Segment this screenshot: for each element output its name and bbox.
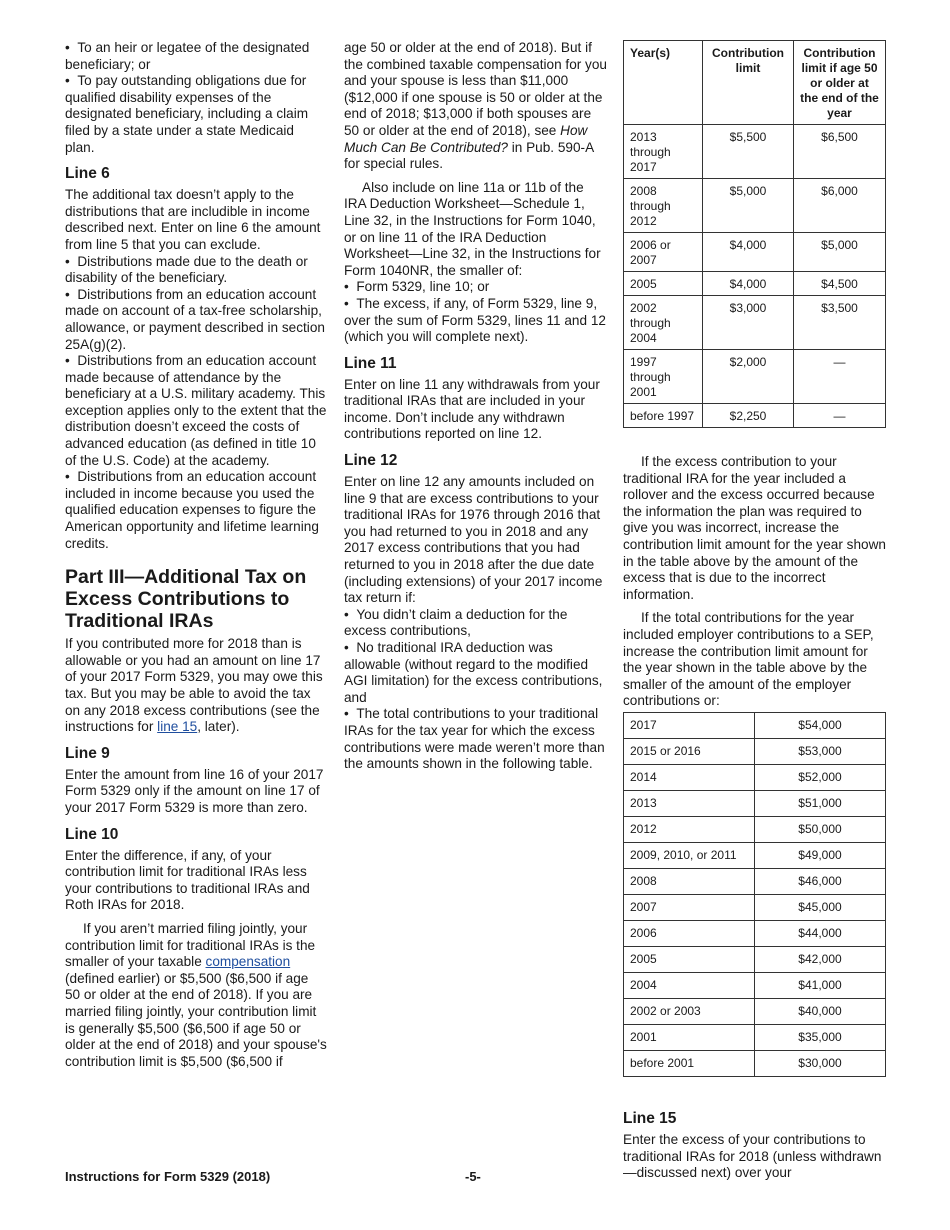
- table-header-limit-50: Contribution limit if age 50 or older at the end of the year: [794, 41, 886, 125]
- table-row: [624, 404, 886, 428]
- sep-limit-table: [623, 712, 886, 1077]
- limit-50-cell: $6,000: [794, 179, 886, 233]
- line10-text: Enter the difference, if any, of your contribution limit for traditional IRAs less your contributions to traditional IRAs and Roth IRAs for 2018.: [65, 847, 310, 913]
- year-cell: 2008 through 2012: [624, 179, 703, 233]
- part3-heading: Part III—Additional Tax on Excess Contributions to Traditional IRAs: [65, 566, 307, 633]
- line9-heading: Line 9: [65, 744, 110, 762]
- table-row: [624, 920, 886, 946]
- year-cell: 2001: [624, 1024, 755, 1050]
- sep-text: If the total contributions for the year included employer contributions to a SEP, increase the contribution limit amount for the year shown in the table above by the smaller of the amount of the employer contributions or:: [623, 610, 874, 709]
- bullet-line10: • Form 5329, line 10; or: [344, 279, 608, 296]
- year-cell: 2009, 2010, or 2011: [624, 842, 755, 868]
- amount-cell: $35,000: [755, 1024, 886, 1050]
- table-row: [624, 125, 886, 179]
- line15-link[interactable]: line 15: [157, 719, 198, 735]
- year-cell: 1997 through 2001: [624, 350, 703, 404]
- table-row: [624, 894, 886, 920]
- line15-heading: Line 15: [623, 1109, 677, 1127]
- table-row: [624, 790, 886, 816]
- line10-paragraph-2: If you aren’t married filing jointly, your contribution limit for traditional IRAs is the smaller of your taxable compensation (defined earlier) or $5,500 ($6,500 if age 50 or older at the end of 2018). If you are married filing jointly, your contribution limit is generally $5,500 ($6,500 if age 50 or older at the end of 2018) and your spouse's contribution limit is $5,500 ($6,500 if: [65, 920, 327, 1069]
- line12-text: Enter on line 12 any amounts included on line 9 that are excess contributions to your traditional IRAs for 1976 through 2016 that you had returned to you in 2018 and any 2017 excess contributions that you had returned to you in 2018 after the due date (including extensions) of your 2017 income tax return if:: [344, 474, 603, 606]
- bullet-scholarship: • Distributions from an education account made on account of a tax-free scholarship, allowance, or payment described in section 25A(g)(2).: [65, 287, 327, 353]
- table-row: [624, 1050, 886, 1076]
- table-row: [624, 816, 886, 842]
- bullet-total-contributions: • The total contributions to your traditional IRAs for the tax year for which the excess contributions were made weren’t more than the amounts shown in the following table.: [344, 706, 608, 772]
- compensation-link[interactable]: compensation: [205, 954, 291, 970]
- limit-cell: $5,500: [703, 125, 794, 179]
- column-3: [623, 40, 886, 1182]
- rollover-text: If the excess contribution to your traditional IRA for the year included a rollover and the excess occurred because the information the plan was required to give you was incorrect, increase the contribution limit amount for the year shown in the table above by the amount of the excess that is due to the incorrect information.: [623, 454, 886, 602]
- table-row: [624, 1024, 886, 1050]
- amount-cell: $53,000: [755, 738, 886, 764]
- year-cell: 2014: [624, 764, 755, 790]
- year-cell: 2013: [624, 790, 755, 816]
- page-number: -5-: [465, 1169, 481, 1184]
- limit-cell: $2,000: [703, 350, 794, 404]
- limit-50-cell: $3,500: [794, 296, 886, 350]
- limit-cell: $2,250: [703, 404, 794, 428]
- year-cell: before 2001: [624, 1050, 755, 1076]
- year-cell: 2006 or 2007: [624, 233, 703, 272]
- year-cell: before 1997: [624, 404, 703, 428]
- bullet-no-deduction-claimed: • You didn’t claim a deduction for the excess contributions,: [344, 607, 608, 640]
- line6-heading: Line 6: [65, 165, 110, 183]
- limit-50-cell: $5,000: [794, 233, 886, 272]
- line11-text: Enter on line 11 any withdrawals from your traditional IRAs that are included in your income. Don’t include any withdrawn contributions reported on line 12.: [344, 376, 600, 442]
- bullet-outstanding-obligations: • To pay outstanding obligations due for qualified disability expenses of the designated beneficiary, including a claim filed by a state under a state Medicaid plan.: [65, 73, 327, 156]
- line9-text: Enter the amount from line 16 of your 2017 Form 5329 only if the amount on line 17 of your 2017 Form 5329 is more than zero.: [65, 766, 324, 815]
- limit-50-cell: $4,500: [794, 272, 886, 296]
- line12-heading: Line 12: [344, 452, 398, 470]
- amount-cell: $46,000: [755, 868, 886, 894]
- year-cell: 2015 or 2016: [624, 738, 755, 764]
- combined-compensation-text: age 50 or older at the end of 2018). But if the combined taxable compensation for you and your spouse is less than $11,000 ($12,000 if one spouse is 50 or older at the end of 2018; $13,000 if both spouses are 50 or older at the end of 2018), see How Much Can Be Contributed? in Pub. 590-A for special rules.: [344, 40, 607, 172]
- limit-50-cell: —: [794, 404, 886, 428]
- contribution-limit-table: [623, 40, 886, 428]
- amount-cell: $45,000: [755, 894, 886, 920]
- bullet-death-disability: • Distributions made due to the death or disability of the beneficiary.: [65, 254, 327, 287]
- part3-text: If you contributed more for 2018 than is allowable or you had an amount on line 17 of your 2017 Form 5329, you may owe this tax. But you may be able to avoid the tax on any 2018 excess contributions (see the instructions for line 15, later).: [65, 636, 323, 735]
- bullet-education-credits: • Distributions from an education account included in income because you used the qualified education expenses to figure the American opportunity and lifetime learning credits.: [65, 469, 327, 552]
- year-cell: 2002 or 2003: [624, 998, 755, 1024]
- limit-cell: $3,000: [703, 296, 794, 350]
- table-row: [624, 738, 886, 764]
- year-cell: 2006: [624, 920, 755, 946]
- table-row: [624, 998, 886, 1024]
- table-row: [624, 946, 886, 972]
- limit-cell: $4,000: [703, 272, 794, 296]
- table-header-years: Year(s): [624, 41, 703, 125]
- table-header-limit: Contribution limit: [703, 41, 794, 125]
- line11-heading: Line 11: [344, 354, 397, 372]
- amount-cell: $50,000: [755, 816, 886, 842]
- amount-cell: $52,000: [755, 764, 886, 790]
- column-2: [344, 40, 608, 773]
- table-row: [624, 764, 886, 790]
- amount-cell: $49,000: [755, 842, 886, 868]
- bullet-no-deduction-allowable: • No traditional IRA deduction was allowable (without regard to the modified AGI limitation) for the excess contributions, and: [344, 640, 608, 706]
- amount-cell: $51,000: [755, 790, 886, 816]
- year-cell: 2007: [624, 894, 755, 920]
- table-row: [624, 868, 886, 894]
- table-row: [624, 972, 886, 998]
- line6-text: The additional tax doesn’t apply to the distributions that are includible in income described next. Enter on line 6 the amount from line 5 that you can exclude.: [65, 187, 321, 252]
- amount-cell: $44,000: [755, 920, 886, 946]
- table-row: [624, 272, 886, 296]
- year-cell: 2012: [624, 816, 755, 842]
- limit-cell: $5,000: [703, 179, 794, 233]
- bullet-military-academy: • Distributions from an education account made because of attendance by the beneficiary at a U.S. military academy. This exception applies only to the extent that the distribution doesn’t exceed the costs of advanced education (as defined in title 10 of the U.S. Code) at the academy.: [65, 353, 327, 469]
- table-row: [624, 233, 886, 272]
- year-cell: 2013 through 2017: [624, 125, 703, 179]
- table-row: [624, 296, 886, 350]
- also-include-text: Also include on line 11a or 11b of the IRA Deduction Worksheet—Schedule 1, Line 32, in the Instructions for Form 1040, or on line 11 of the IRA Deduction Worksheet—Line 32, in the Instructions for Form 1040NR, the smaller of:: [344, 179, 601, 278]
- amount-cell: $40,000: [755, 998, 886, 1024]
- limit-50-cell: —: [794, 350, 886, 404]
- footer-title: Instructions for Form 5329 (2018): [65, 1169, 271, 1184]
- year-cell: 2005: [624, 946, 755, 972]
- page-footer: [65, 1169, 886, 1184]
- table-row: [624, 350, 886, 404]
- year-cell: 2002 through 2004: [624, 296, 703, 350]
- line10-heading: Line 10: [65, 825, 119, 843]
- bullet-excess: • The excess, if any, of Form 5329, line 9, over the sum of Form 5329, lines 11 and 12 (which you will complete next).: [344, 296, 608, 346]
- limit-50-cell: $6,500: [794, 125, 886, 179]
- bullet-heir: • To an heir or legatee of the designated beneficiary; or: [65, 40, 327, 73]
- year-cell: 2004: [624, 972, 755, 998]
- year-cell: 2005: [624, 272, 703, 296]
- amount-cell: $42,000: [755, 946, 886, 972]
- amount-cell: $54,000: [755, 712, 886, 738]
- table-row: [624, 842, 886, 868]
- limit-cell: $4,000: [703, 233, 794, 272]
- amount-cell: $41,000: [755, 972, 886, 998]
- year-cell: 2008: [624, 868, 755, 894]
- table-row: [624, 179, 886, 233]
- column-1: [65, 40, 327, 1070]
- amount-cell: $30,000: [755, 1050, 886, 1076]
- table-row: [624, 712, 886, 738]
- pub-reference: How Much Can Be Contributed?: [344, 122, 588, 155]
- line15-text: Enter the excess of your contributions to traditional IRAs for 2018 (unless withdrawn—discussed next) over your: [623, 1131, 882, 1181]
- year-cell: 2017: [624, 712, 755, 738]
